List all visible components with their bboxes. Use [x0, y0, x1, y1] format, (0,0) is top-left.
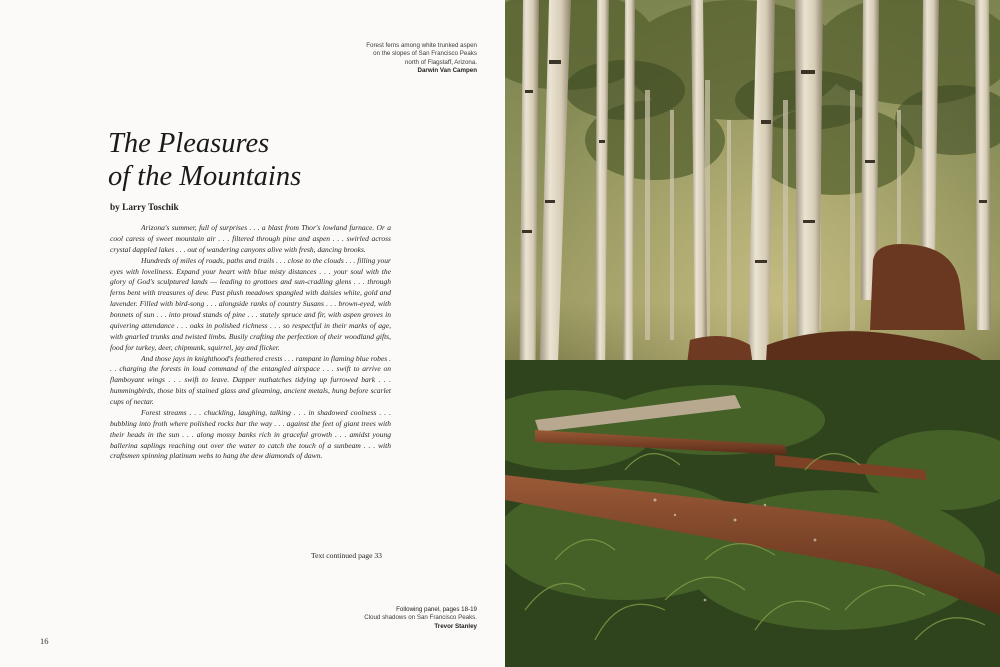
title-line: of the Mountains	[108, 160, 302, 192]
caption-line: on the slopes of San Francisco Peaks	[373, 50, 477, 58]
caption-line: Cloud shadows on San Francisco Peaks.	[364, 614, 477, 622]
photo-credit: Trevor Stanley	[434, 622, 477, 630]
body-paragraph: Hundreds of miles of roads, paths and trails . . . close to the clouds . . . filling your eyes with loveliness. Expand your heart with blue misty distances . . . your soul with the glory of God's sculptured lands — leading to grottoes and sun-cradling glens . . . through ferns bent with treasures of dew. Past plush meadows spangled with daisies white, gold and lavender. Filled with bird-song . . . alongside ranks of country Susans . . . brown-eyed, with bonnets of sun . . . into proud stands of pine . . . stately spruce and fir, with aspen groves in quivering attendance . . . oaks in polished richness . . . so respectful in their marks of age, with gnarled trunks and twisted limbs. Busily crafting the perfection of their woodland gifts, food for turkey, deer, chipmunk, squirrel, jay and flicker.	[110, 255, 391, 352]
page-number: 16	[40, 636, 49, 646]
title-line: The Pleasures	[108, 128, 270, 159]
forest-illustration	[505, 0, 1000, 667]
article-title	[108, 128, 438, 193]
byline: by Larry Toschik	[110, 203, 179, 213]
caption-line: north of Flagstaff, Arizona.	[404, 58, 477, 66]
aspen-forest-photo	[505, 0, 1000, 667]
body-paragraph: And those jays in knighthood's feathered crests . . . rampant in flaming blue robes . . . charging the forests in loud command of the entangled airspace . . . swift to arrive on flamboyant wings . . . swift to leave. Dapper nuthatches tidying up furrowed bark . . . hummingbirds, those bits of stained glass and gleaming, ancient metals, hung before scarlet cups of nectar.	[110, 353, 392, 406]
photo-caption-bottom	[257, 606, 477, 631]
continued-note: Text continued page 33	[311, 551, 382, 560]
caption-lead: Following panel, pages 18-19	[396, 606, 477, 613]
caption-line: Forest ferns among white trunked aspen	[366, 42, 477, 49]
body-paragraph: Arizona's summer, full of surprises . . . a blast from Thor's lowland furnace. Or a cool caress of sweet mountain air . . . filtered through pine and aspen . . . swirled across crystal dappled lakes . . . out of wandering canyons alive with fresh, dancing brooks.	[110, 223, 391, 254]
body-paragraph: Forest streams . . . chuckling, laughing, talking . . . in shadowed coolness . . . bubbling into froth where polished rocks bar the way . . . against the feet of giant trees with their heads in the sun . . . along mossy banks rich in graceful growth . . . amidst young ballerina saplings reaching out over the water to catch the touch of a sunbeam . . . with craftsmen spinning platinum webs to hang the dew diamonds of dawn.	[110, 407, 391, 461]
article-body	[110, 223, 391, 462]
photo-caption-top	[277, 42, 477, 76]
photo-credit: Darwin Van Campen	[417, 67, 477, 75]
